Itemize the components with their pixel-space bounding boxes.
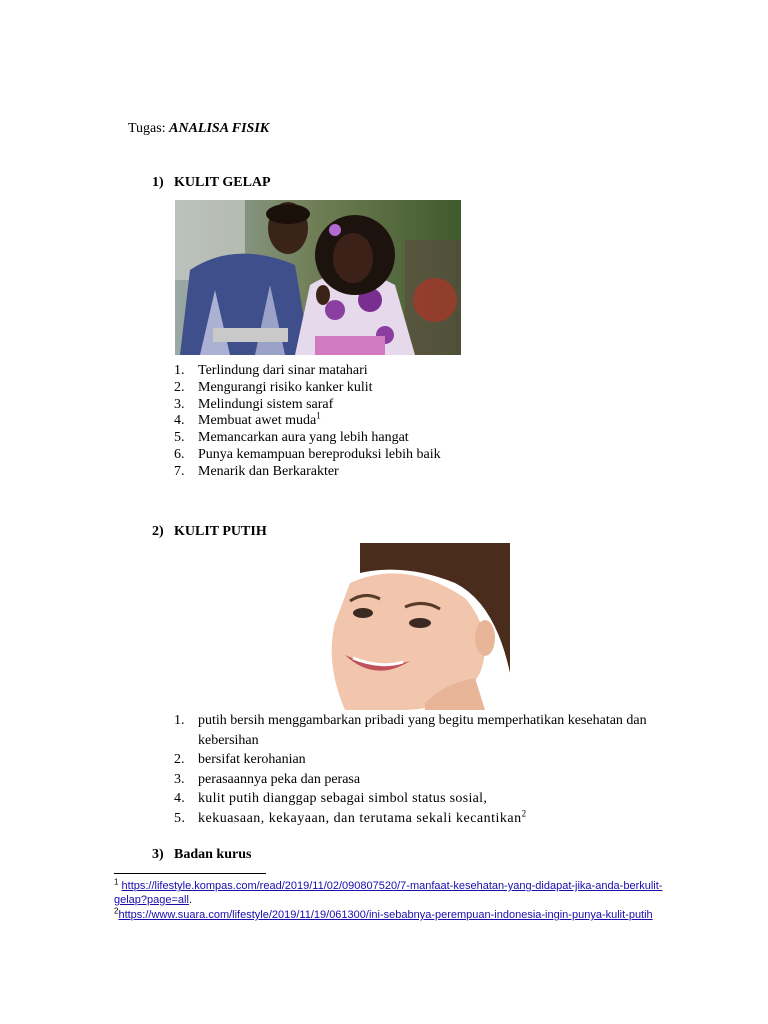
photo-couple-in-kimono (175, 200, 461, 355)
section-title: Badan kurus (174, 847, 252, 862)
list-item: 4. kulit putih dianggap sebagai simbol status sosial, (174, 791, 488, 807)
footnote-mark: 2 (114, 906, 119, 916)
section-title: KULIT PUTIH (174, 524, 267, 539)
footnote-ref[interactable]: 2 (521, 808, 527, 819)
footnote-mark: 1 (114, 877, 119, 887)
section-heading-badan-kurus (152, 847, 251, 863)
footnote-2 (114, 908, 684, 922)
footnote-1: $^1$ https://lifestyle.kompas.com/read/2019/11/02/090807520/7-manfaat-kesehatan-yang-didapat-jika-anda-berkulit-gelap?page=all. (114, 877, 663, 906)
footnote-separator (114, 873, 266, 874)
section-number: 3) (152, 847, 164, 862)
section-number: 2) (152, 524, 164, 539)
photo-smiling-woman (175, 543, 510, 710)
list-item: 5. kekuasaan, kekayaan, dan terutama sekali kecantikan$^2$ (174, 808, 527, 826)
footnote-link[interactable]: https://www.suara.com/lifestyle/2019/11/19/061300/ini-sebabnya-perempuan-indonesia-ingin-punya-kulit-putih (118, 909, 653, 921)
document-title (128, 121, 269, 137)
title-label: Tugas: (128, 121, 166, 136)
list-item: 4. Membuat awet muda$^1$ (174, 410, 321, 429)
list-kulit-putih (174, 711, 684, 829)
section-heading-kulit-putih (152, 524, 267, 540)
section-title: KULIT GELAP (174, 175, 271, 190)
photo-couple-illustration (175, 200, 461, 355)
section-heading-kulit-gelap (152, 175, 271, 191)
list-item: 1. Terlindung dari sinar matahari (174, 363, 368, 378)
list-item: 1. putih bersih menggambarkan pribadi yang begitu memperhatikan kesehatan dan kebersihan (174, 713, 647, 748)
list-item: 5. Memancarkan aura yang lebih hangat (174, 430, 409, 446)
footnote-ref[interactable]: 1 (316, 410, 321, 421)
list-item: 2. bersifat kerohanian (174, 752, 306, 768)
list-item: 6. Punya kemampuan bereproduksi lebih baik (174, 446, 441, 462)
footnote-link[interactable]: https://lifestyle.kompas.com/read/2019/11/02/090807520/7-manfaat-kesehatan-yang-didapat-jika-anda-berkulit-gelap?page=all (114, 880, 663, 906)
list-item: 7. Menarik dan Berkarakter (174, 463, 339, 479)
list-item: 3. Melindungi sistem saraf (174, 396, 334, 412)
section-number: 1) (152, 175, 164, 190)
list-item: 2. Mengurangi risiko kanker kulit (174, 379, 373, 395)
title-value: ANALISA FISIK (169, 121, 270, 136)
list-kulit-gelap (174, 363, 684, 481)
list-item: 3. perasaannya peka dan perasa (174, 771, 361, 787)
photo-woman-illustration (175, 543, 510, 710)
